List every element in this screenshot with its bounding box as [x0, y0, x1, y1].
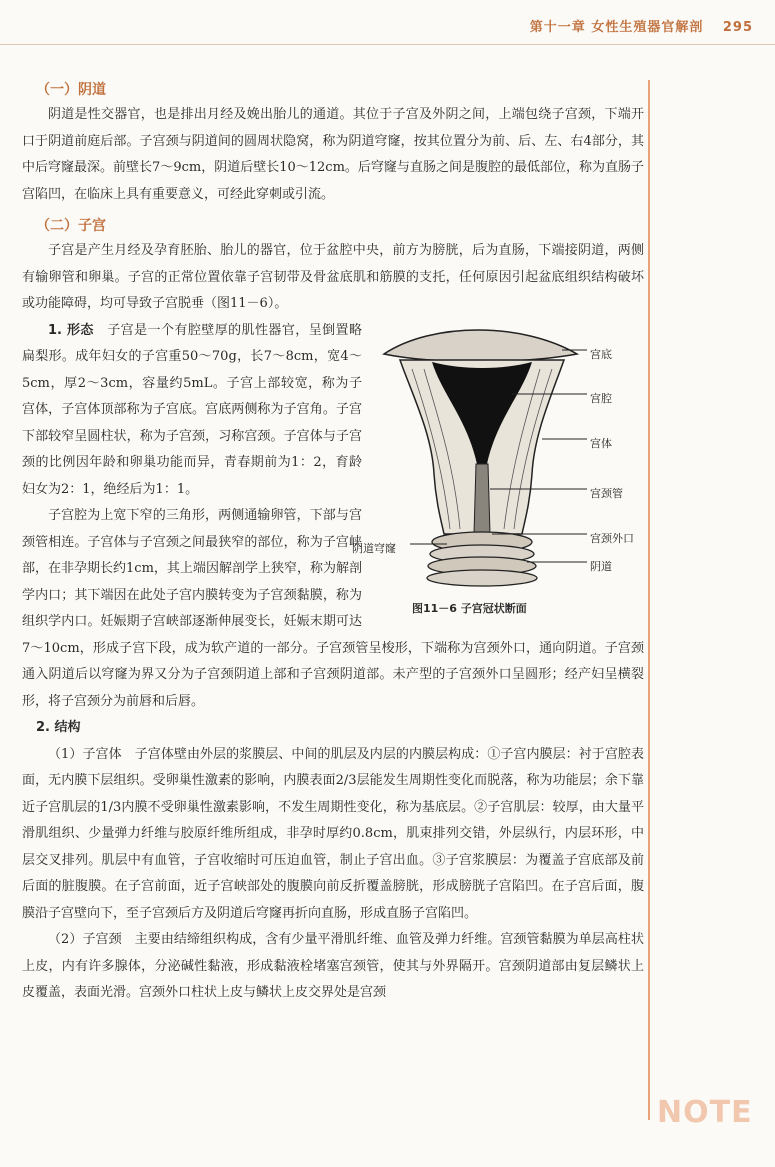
paragraph-uterine-body	[22, 742, 644, 928]
page-header	[0, 0, 775, 45]
label-os: 宫颈外口	[590, 531, 634, 545]
paragraph-cavity: 子宫腔为上宽下窄的三角形，两侧通输卵管，下部与宫颈管相连。子宫体与子宫颈之间最狭窄的部位，称为子宫峡部，在非孕期长约1cm，其上端因解剖学上狭窄，称为解剖学内口；其下端因在此处子宫内膜转变为子宫颈黏膜，称为组织学内口。妊娠期子宫峡部逐渐伸展变长，妊娠末期可达7～10cm，形成子宫下段，成为软产道的一部分。子宫颈管呈梭形，下端称为宫颈外口，通向阴道。子宫颈通入阴道后以穹窿为界又分为子宫颈阴道上部和子宫颈阴道部。未产型的子宫颈外口呈圆形；经产妇呈横裂形，将子宫颈分为前唇和后唇。	[22, 508, 644, 709]
margin-rule	[648, 80, 650, 1120]
paragraph-vagina: 阴道是性交器官，也是排出月经及娩出胎儿的通道。其位于子宫及外阴之间，上端包绕子宫颈，下端开口于阴道前庭后部。子宫颈与阴道间的圆周状隐窝，称为阴道穹窿，按其位置分为前、后、左、右4部分，其中后穹窿最深。前壁长7～9cm，阴道后壁长10～12cm。后穹窿与直肠之间是腹腔的最低部位，称为直肠子宫陷凹，在临床上具有重要意义，可经此穿刺或引流。	[22, 107, 644, 202]
label-body: 宫体	[590, 436, 612, 450]
label-fundus: 宫底	[590, 347, 612, 361]
paragraph-cervix	[22, 927, 644, 1007]
paragraph-uterus-intro: 子宫是产生月经及孕育胚胎、胎儿的器官，位于盆腔中央，前方为膀胱，后为直肠，下端接阴道，两侧有输卵管和卵巢。子宫的正常位置依靠子宫韧带及骨盆底肌和筋膜的支托，任何原因引起盆底组织结构破坏或功能障碍，均可导致子宫脱垂（图11－6）。	[22, 243, 644, 311]
section-heading-vagina: （一）阴道	[36, 82, 106, 98]
subheading-morphology: 1. 形态	[48, 322, 94, 338]
label-canal: 宫颈管	[590, 486, 623, 500]
section-heading-uterus: （二）子宫	[36, 218, 106, 234]
figure-uterus-coronal-section	[352, 324, 644, 624]
page-number: 295	[722, 20, 753, 35]
cervix-text: 主要由结缔组织构成，含有少量平滑肌纤维、血管及弹力纤维。宫颈管黏膜为单层高柱状上皮，内有许多腺体，分泌碱性黏液，形成黏液栓堵塞宫颈管，使其与外界隔开。宫颈阴道部由复层鳞状上皮覆盖，表面光滑。宫颈外口柱状上皮与鳞状上皮交界处是宫颈	[22, 932, 644, 1000]
subheading-cervix: （2）子宫颈	[48, 932, 122, 947]
note-logo: NOTE	[657, 1095, 753, 1130]
subheading-structure: 2. 结构	[36, 720, 81, 735]
morphology-text: 子宫是一个有腔壁厚的肌性器官，呈倒置略扁梨形。成年妇女的子宫重50～70g，长7～8cm，宽4～5cm，厚2～3cm，容量约5mL。子宫上部较宽，称为子宫体，子宫体顶部称为子宫底。宫底两侧称为子宫角。子宫下部较窄呈圆柱状，称为子宫颈，习称宫颈。子宫体与子宫颈的比例因年龄和卵巢功能而异，青春期前为1：2，育龄妇女为2：1，绝经后为1：1。	[22, 322, 362, 497]
figure-caption: 图11－6 子宫冠状断面	[412, 601, 527, 615]
chapter-title: 第十一章 女性生殖器官解剖	[529, 20, 704, 35]
page-body	[22, 78, 644, 1007]
label-cavity: 宫腔	[590, 391, 612, 405]
subheading-uterine-body: （1）子宫体	[48, 746, 122, 762]
running-head	[530, 16, 753, 35]
label-fornix: 阴道穹窿	[352, 541, 396, 555]
uterine-body-text: 子宫体壁由外层的浆膜层、中间的肌层及内层的内膜层构成：①子宫内膜层：衬于宫腔表面，无内膜下层组织。受卵巢性激素的影响，内膜表面2/3层能发生周期性变化而脱落，称为功能层；余下靠近子宫肌层的1/3内膜不受卵巢性激素影响，不发生周期性变化，称为基底层。②子宫肌层：较厚，由大量平滑肌组织、少量弹力纤维与胶原纤维所组成，非孕时厚约0.8cm，肌束排列交错，外层纵行，内层环形，中层交叉排列。肌层中有血管，子宫收缩时可压迫血管，制止子宫出血。③子宫浆膜层：为覆盖子宫底部及前后面的脏腹膜。在子宫前面，近子宫峡部处的腹膜向前反折覆盖膀胱，形成膀胱子宫陷凹。在子宫后面，腹膜沿子宫壁向下，至子宫颈后方及阴道后穹窿再折向直肠，形成直肠子宫陷凹。	[22, 746, 644, 921]
label-vagina: 阴道	[590, 559, 612, 573]
